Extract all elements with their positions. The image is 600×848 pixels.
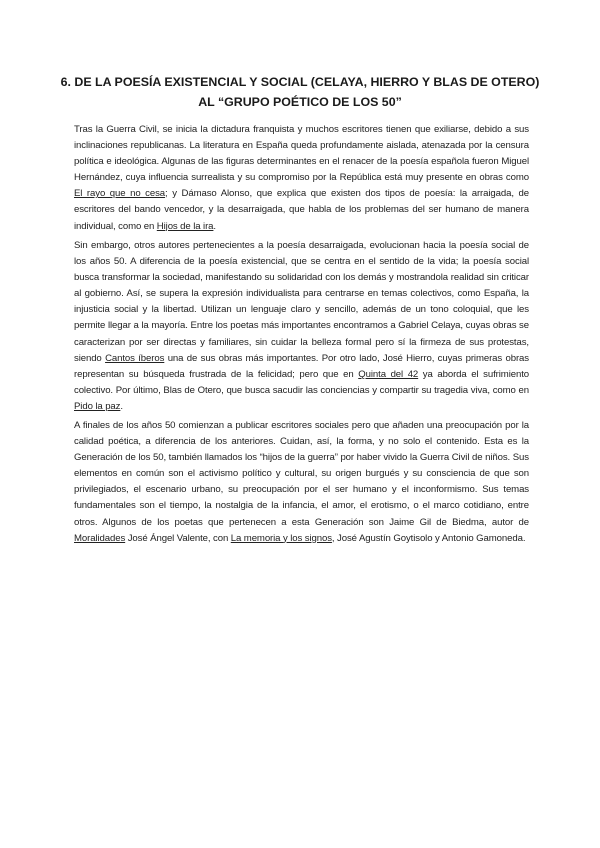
paragraph-text: una de sus obras más importantes. Por otro lado, José Hierro, cuyas primeras obras representan su búsqueda frustrada de la felicidad; pero que en	[74, 352, 529, 380]
paragraph-text: .	[213, 220, 216, 232]
paragraph-text: José Ángel Valente, con	[125, 532, 231, 544]
title-line-2: AL “GRUPO POÉTICO DE LOS 50”	[198, 95, 402, 109]
paragraph-social-poetry	[74, 238, 529, 415]
paragraph-text: A finales de los años 50 comienzan a publicar escritores sociales pero que añaden una preocupación por la calidad poética, a diferencia de los anteriores. Cuidan, así, la forma, y no solo el contenido. Esta es la Generación de los 50, también llamados los “hijos de la guerra” por haber vivido la Guerra Civil de niños. Sus elementos en común son el activismo político y cultural, su origen burgués y su consciencia de que son privilegiados, el escenario urbano, su preocupación por el ser humano y el inconformismo. Sus temas fundamentales son el tiempo, la nostalgia de la infancia, el amor, el erotismo, o el marco cotidiano, entre otros. Algunos de los poetas que pertenecen a esta Generación son Jaime Gil de Biedma, autor de	[74, 420, 529, 528]
page-title	[60, 72, 540, 112]
work-title-quinta-del-42: Quinta del 42	[358, 368, 419, 380]
work-title-cantos-iberos: Cantos íberos	[105, 352, 165, 364]
paragraph-text: .	[120, 400, 123, 412]
paragraph-text: ya aborda el sufrimiento colectivo. Por último, Blas de Otero, que busca sacudir las conciencias y compartir su tragedia viva, como en	[74, 368, 529, 396]
title-line-1: 6. DE LA POESÍA EXISTENCIAL Y SOCIAL (CELAYA, HIERRO Y BLAS DE OTERO)	[60, 75, 540, 89]
paragraph-text: Tras la Guerra Civil, se inicia la dictadura franquista y muchos escritores tienen que exiliarse, debido a sus inclinaciones republicanas. La literatura en España queda profundamente aislada, atenazada por la censura política e ideológica. Algunas de las figuras determinantes en el renacer de la poesía española fueron Miguel Hernández, cuya influencia surrealista y su compromiso por la República está muy presente en obras como	[74, 124, 529, 184]
paragraph-text: Sin embargo, otros autores pertenecientes a la poesía desarraigada, evolucionan hacia la poesía social de los años 50. A diferencia de la poesía existencial, que se centra en el sentido de la vida; la poesía social busca transformar la sociedad, manifestando su solidaridad con los demás y mostrandola realidad sin criticar al gobierno. Así, se supera la expresión individualista para centrarse en temas colectivos, como España, la injusticia social y la libertad. Utilizan un lenguaje claro y sencillo, además de un tono coloquial, que les permite llegar a la mayoría. Entre los poetas más importantes encontramos a Gabriel Celaya, cuyas obras se caracterizan por ser directas y familiares, sin cuidar la belleza formal pero sí la firmeza de sus protestas, siendo	[74, 240, 529, 364]
paragraph-text: ; y Dámaso Alonso, que explica que existen dos tipos de poesía: la arraigada, de escritores del bando vencedor, y la desarraigada, que habla de los problemas del ser humano de manera individual, como en	[74, 188, 529, 232]
paragraph-postwar-poetry	[74, 122, 529, 235]
work-title-pido-la-paz: Pido la paz	[74, 400, 121, 412]
paragraph-generation-50	[74, 418, 529, 547]
work-title-moralidades: Moralidades	[74, 532, 126, 544]
paragraph-text: , José Agustín Goytisolo y Antonio Gamoneda.	[331, 532, 526, 544]
work-title-el-rayo-que-no-cesa: El rayo que no cesa	[74, 188, 166, 200]
work-title-la-memoria-y-los-signos: La memoria y los signos	[230, 532, 332, 544]
work-title-hijos-de-la-ira: Hijos de la ira	[156, 220, 214, 232]
